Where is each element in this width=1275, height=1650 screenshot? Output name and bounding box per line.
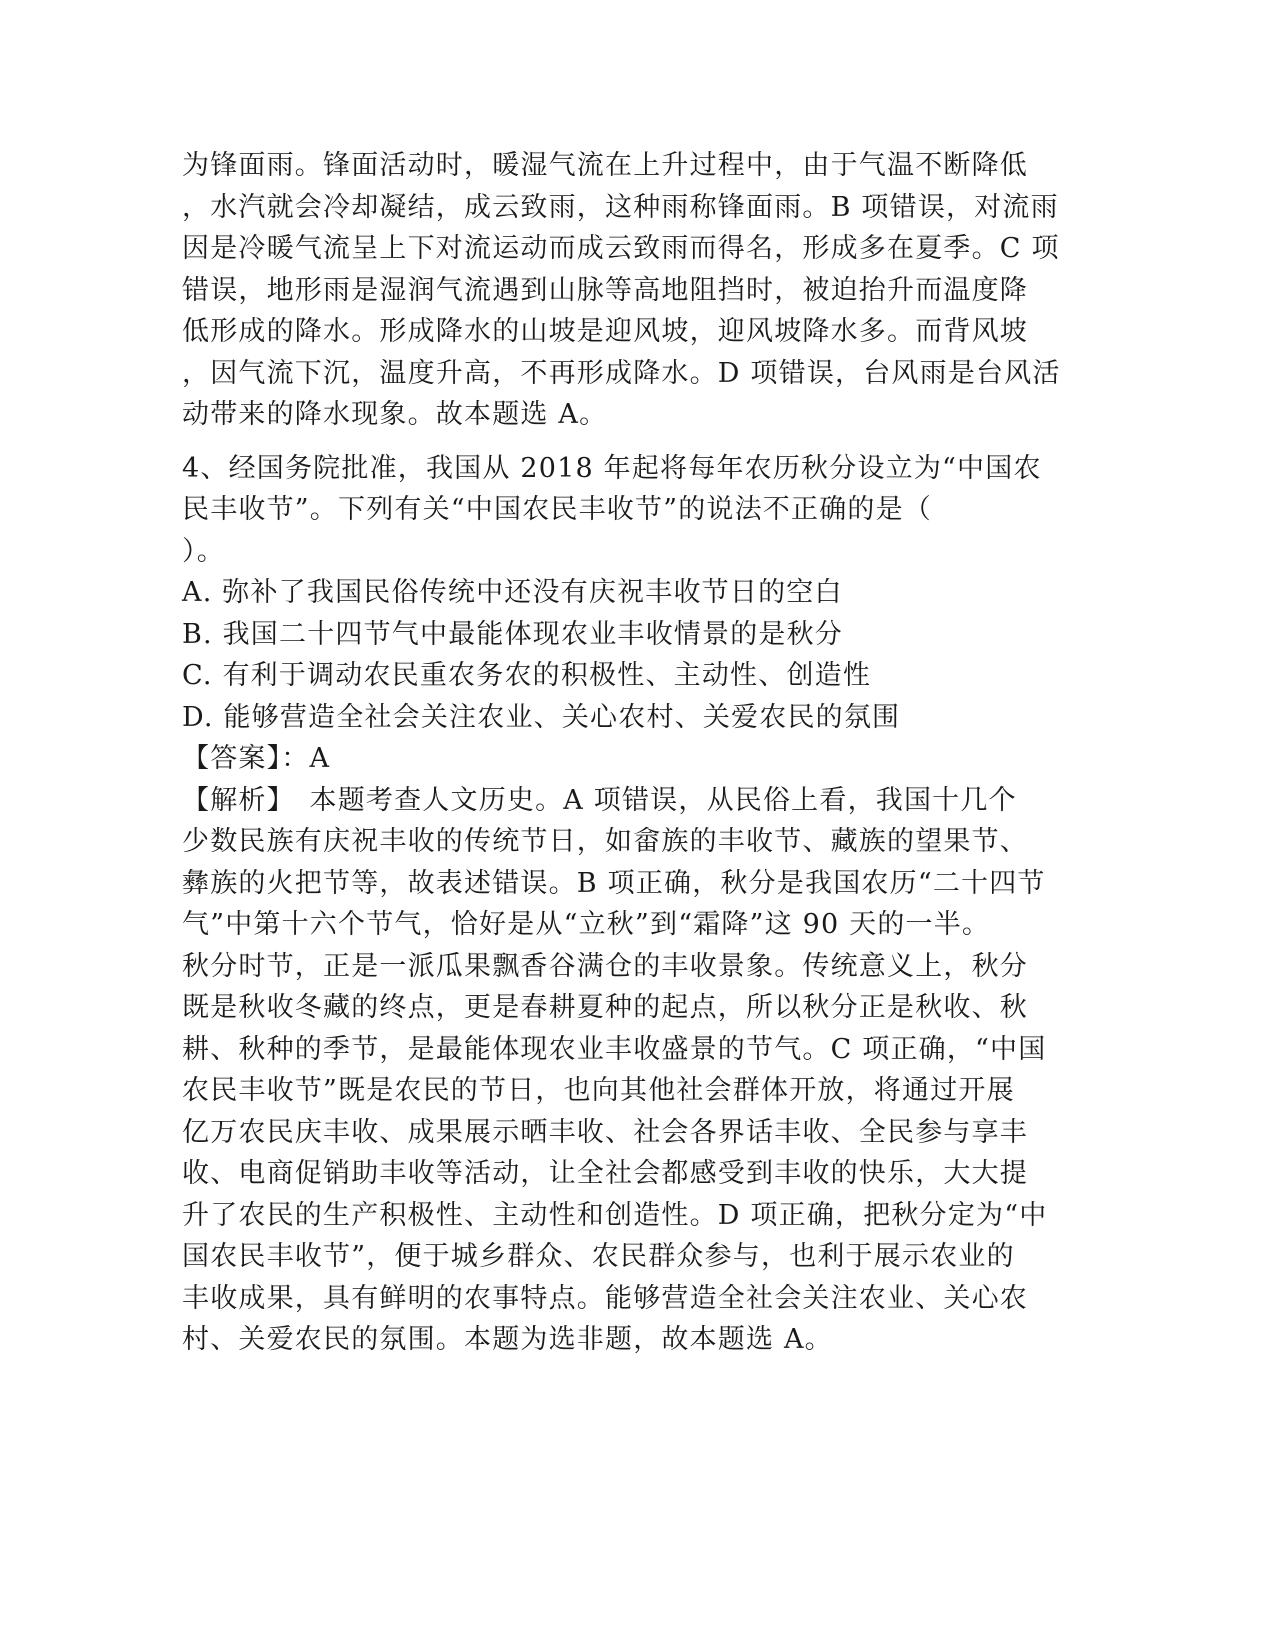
question-options	[182, 572, 1082, 738]
option-d: D. 能够营造全社会关注农业、关心农村、关爱农民的氛围	[182, 701, 901, 733]
question-stem	[182, 448, 1082, 573]
answer-line: 【答案】：A	[182, 743, 331, 774]
text-line: 既是秋收冬藏的终点，更是春耕夏种的起点，所以秋分正是秋收、秋	[182, 992, 1028, 1023]
document-page	[182, 145, 1082, 1361]
text-line: 少数民族有庆祝丰收的传统节日，如畲族的丰收节、藏族的望果节、	[182, 826, 1028, 857]
option-b: B. 我国二十四节气中最能体现农业丰收情景的是秋分	[182, 618, 844, 650]
text-line: 低形成的降水。形成降水的山坡是迎风坡，迎风坡降水多。而背风坡	[182, 316, 1028, 347]
text-line: 丰收成果，具有鲜明的农事特点。能够营造全社会关注农业、关心农	[182, 1282, 1028, 1314]
previous-explanation	[182, 145, 1082, 436]
text-line: 动带来的降水现象。故本题选 A。	[182, 399, 608, 430]
text-line: ，水汽就会冷却凝结，成云致雨，这种雨称锋面雨。B 项错误，对流雨	[182, 191, 1059, 223]
text-line: 亿万农民庆丰收、成果展示晒丰收、社会各界话丰收、全民参与享丰	[182, 1116, 1028, 1148]
analysis	[182, 780, 1082, 1361]
option-a: A. 弥补了我国民俗传统中还没有庆祝丰收节日的空白	[182, 577, 843, 608]
text-line: 为锋面雨。锋面活动时，暖湿气流在上升过程中，由于气温不断降低	[182, 150, 1028, 181]
text-line: ，因气流下沉，温度升高，不再形成降水。D 项错误，台风雨是台风活	[182, 357, 1061, 389]
text-line: 国农民丰收节”，便于城乡群众、农民群众参与，也利于展示农业的	[182, 1241, 1015, 1272]
text-line: ）。	[182, 535, 225, 567]
text-line: 【解析】 本题考查人文历史。A 项错误，从民俗上看，我国十几个	[182, 784, 1017, 816]
text-line: 村、关爱农民的氛围。本题为选非题，故本题选 A。	[182, 1324, 833, 1355]
text-line: 耕、秋种的季节，是最能体现农业丰收盛景的节气。C 项正确，“中国	[182, 1033, 1047, 1065]
text-line: 气”中第十六个节气，恰好是从“立秋”到“霜降”这 90 天的一半。	[182, 909, 991, 940]
text-line: 民丰收节”。下列有关“中国农民丰收节”的说法不正确的是（	[182, 494, 933, 525]
text-line: 彝族的火把节等，故表述错误。B 项正确，秋分是我国农历“二十四节	[182, 867, 1046, 899]
question-4	[182, 448, 1082, 1361]
text-line: 错误，地形雨是湿润气流遇到山脉等高地阻挡时，被迫抬升而温度降	[182, 274, 1028, 306]
text-line: 因是冷暖气流呈上下对流运动而成云致雨而得名，形成多在夏季。C 项	[182, 233, 1060, 264]
text-line: 秋分时节，正是一派瓜果飘香谷满仓的丰收景象。传统意义上，秋分	[182, 950, 1028, 982]
text-line: 收、电商促销助丰收等活动，让全社会都感受到丰收的快乐，大大提	[182, 1158, 1028, 1189]
text-line: 4、经国务院批准，我国从 2018 年起将每年农历秋分设立为“中国农	[182, 452, 1042, 484]
text-line: 升了农民的生产积极性、主动性和创造性。D 项正确，把秋分定为“中	[182, 1199, 1048, 1231]
option-c: C. 有利于调动农民重农务农的积极性、主动性、创造性	[182, 660, 872, 691]
text-line: 农民丰收节”既是农民的节日，也向其他社会群体开放，将通过开展	[182, 1075, 1015, 1106]
